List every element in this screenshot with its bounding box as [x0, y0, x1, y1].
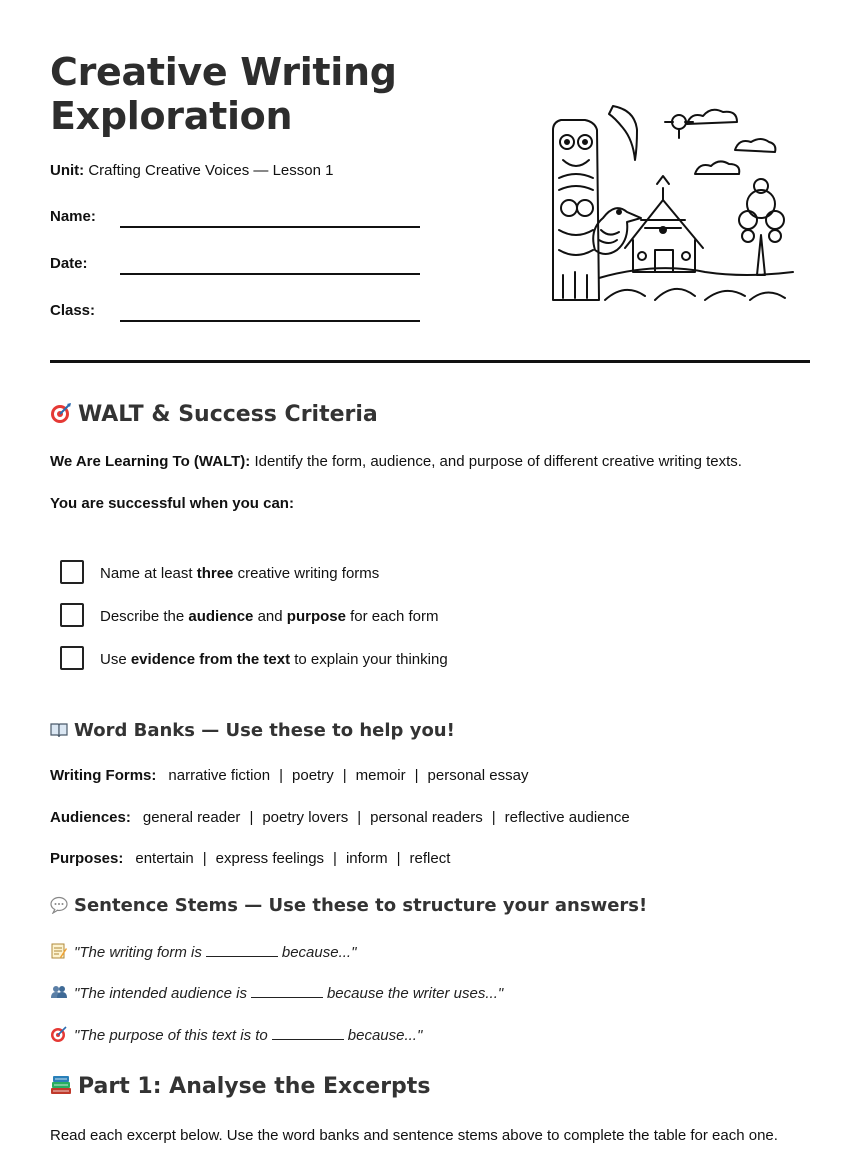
criteria-item: Use evidence from the text to explain your thinking [60, 646, 448, 670]
books-icon [50, 1074, 72, 1096]
memo-icon [50, 942, 68, 960]
class-field: Class: [50, 302, 95, 319]
target-icon [50, 1025, 68, 1043]
part1-intro: Read each excerpt below. Use the word banks and sentence stems above to complete the table for each one. [50, 1127, 778, 1144]
walt-statement: We Are Learning To (WALT): Identify the form, audience, and purpose of different creative writing texts. [50, 453, 742, 470]
word-bank-purposes: Purposes: entertain | express feelings | inform | reflect [50, 850, 451, 867]
book-icon [50, 721, 68, 739]
unit-line: Unit: Crafting Creative Voices — Lesson 1 [50, 162, 334, 179]
criteria-checkbox[interactable] [60, 560, 84, 584]
criteria-checkbox[interactable] [60, 646, 84, 670]
sentence-stems-heading: Sentence Stems — Use these to structure your answers! [50, 895, 647, 916]
target-icon [50, 402, 72, 424]
criteria-item: Name at least three creative writing forms [60, 560, 379, 584]
date-field: Date: [50, 255, 88, 272]
section-divider [50, 360, 810, 363]
word-banks-heading: Word Banks — Use these to help you! [50, 720, 455, 741]
speech-bubble-icon [50, 896, 68, 914]
criteria-checkbox[interactable] [60, 603, 84, 627]
sentence-stem: "The purpose of this text is to because..." [50, 1025, 422, 1044]
word-bank-audiences: Audiences: general reader | poetry lovers | personal readers | reflective audience [50, 809, 630, 826]
date-input-line[interactable] [120, 273, 420, 275]
name-field: Name: [50, 208, 96, 225]
criteria-item: Describe the audience and purpose for each form [60, 603, 439, 627]
people-icon [50, 983, 68, 1001]
class-input-line[interactable] [120, 320, 420, 322]
name-input-line[interactable] [120, 226, 420, 228]
part1-heading: Part 1: Analyse the Excerpts [50, 1074, 430, 1099]
success-heading: You are successful when you can: [50, 495, 294, 512]
walt-heading: WALT & Success Criteria [50, 402, 378, 427]
page-title: Creative Writing Exploration [50, 50, 397, 138]
word-bank-forms: Writing Forms: narrative fiction | poetry | memoir | personal essay [50, 767, 529, 784]
sentence-stem: "The intended audience is because the writer uses..." [50, 983, 503, 1002]
decorative-illustration [545, 100, 795, 310]
sentence-stem: "The writing form is because..." [50, 942, 356, 961]
